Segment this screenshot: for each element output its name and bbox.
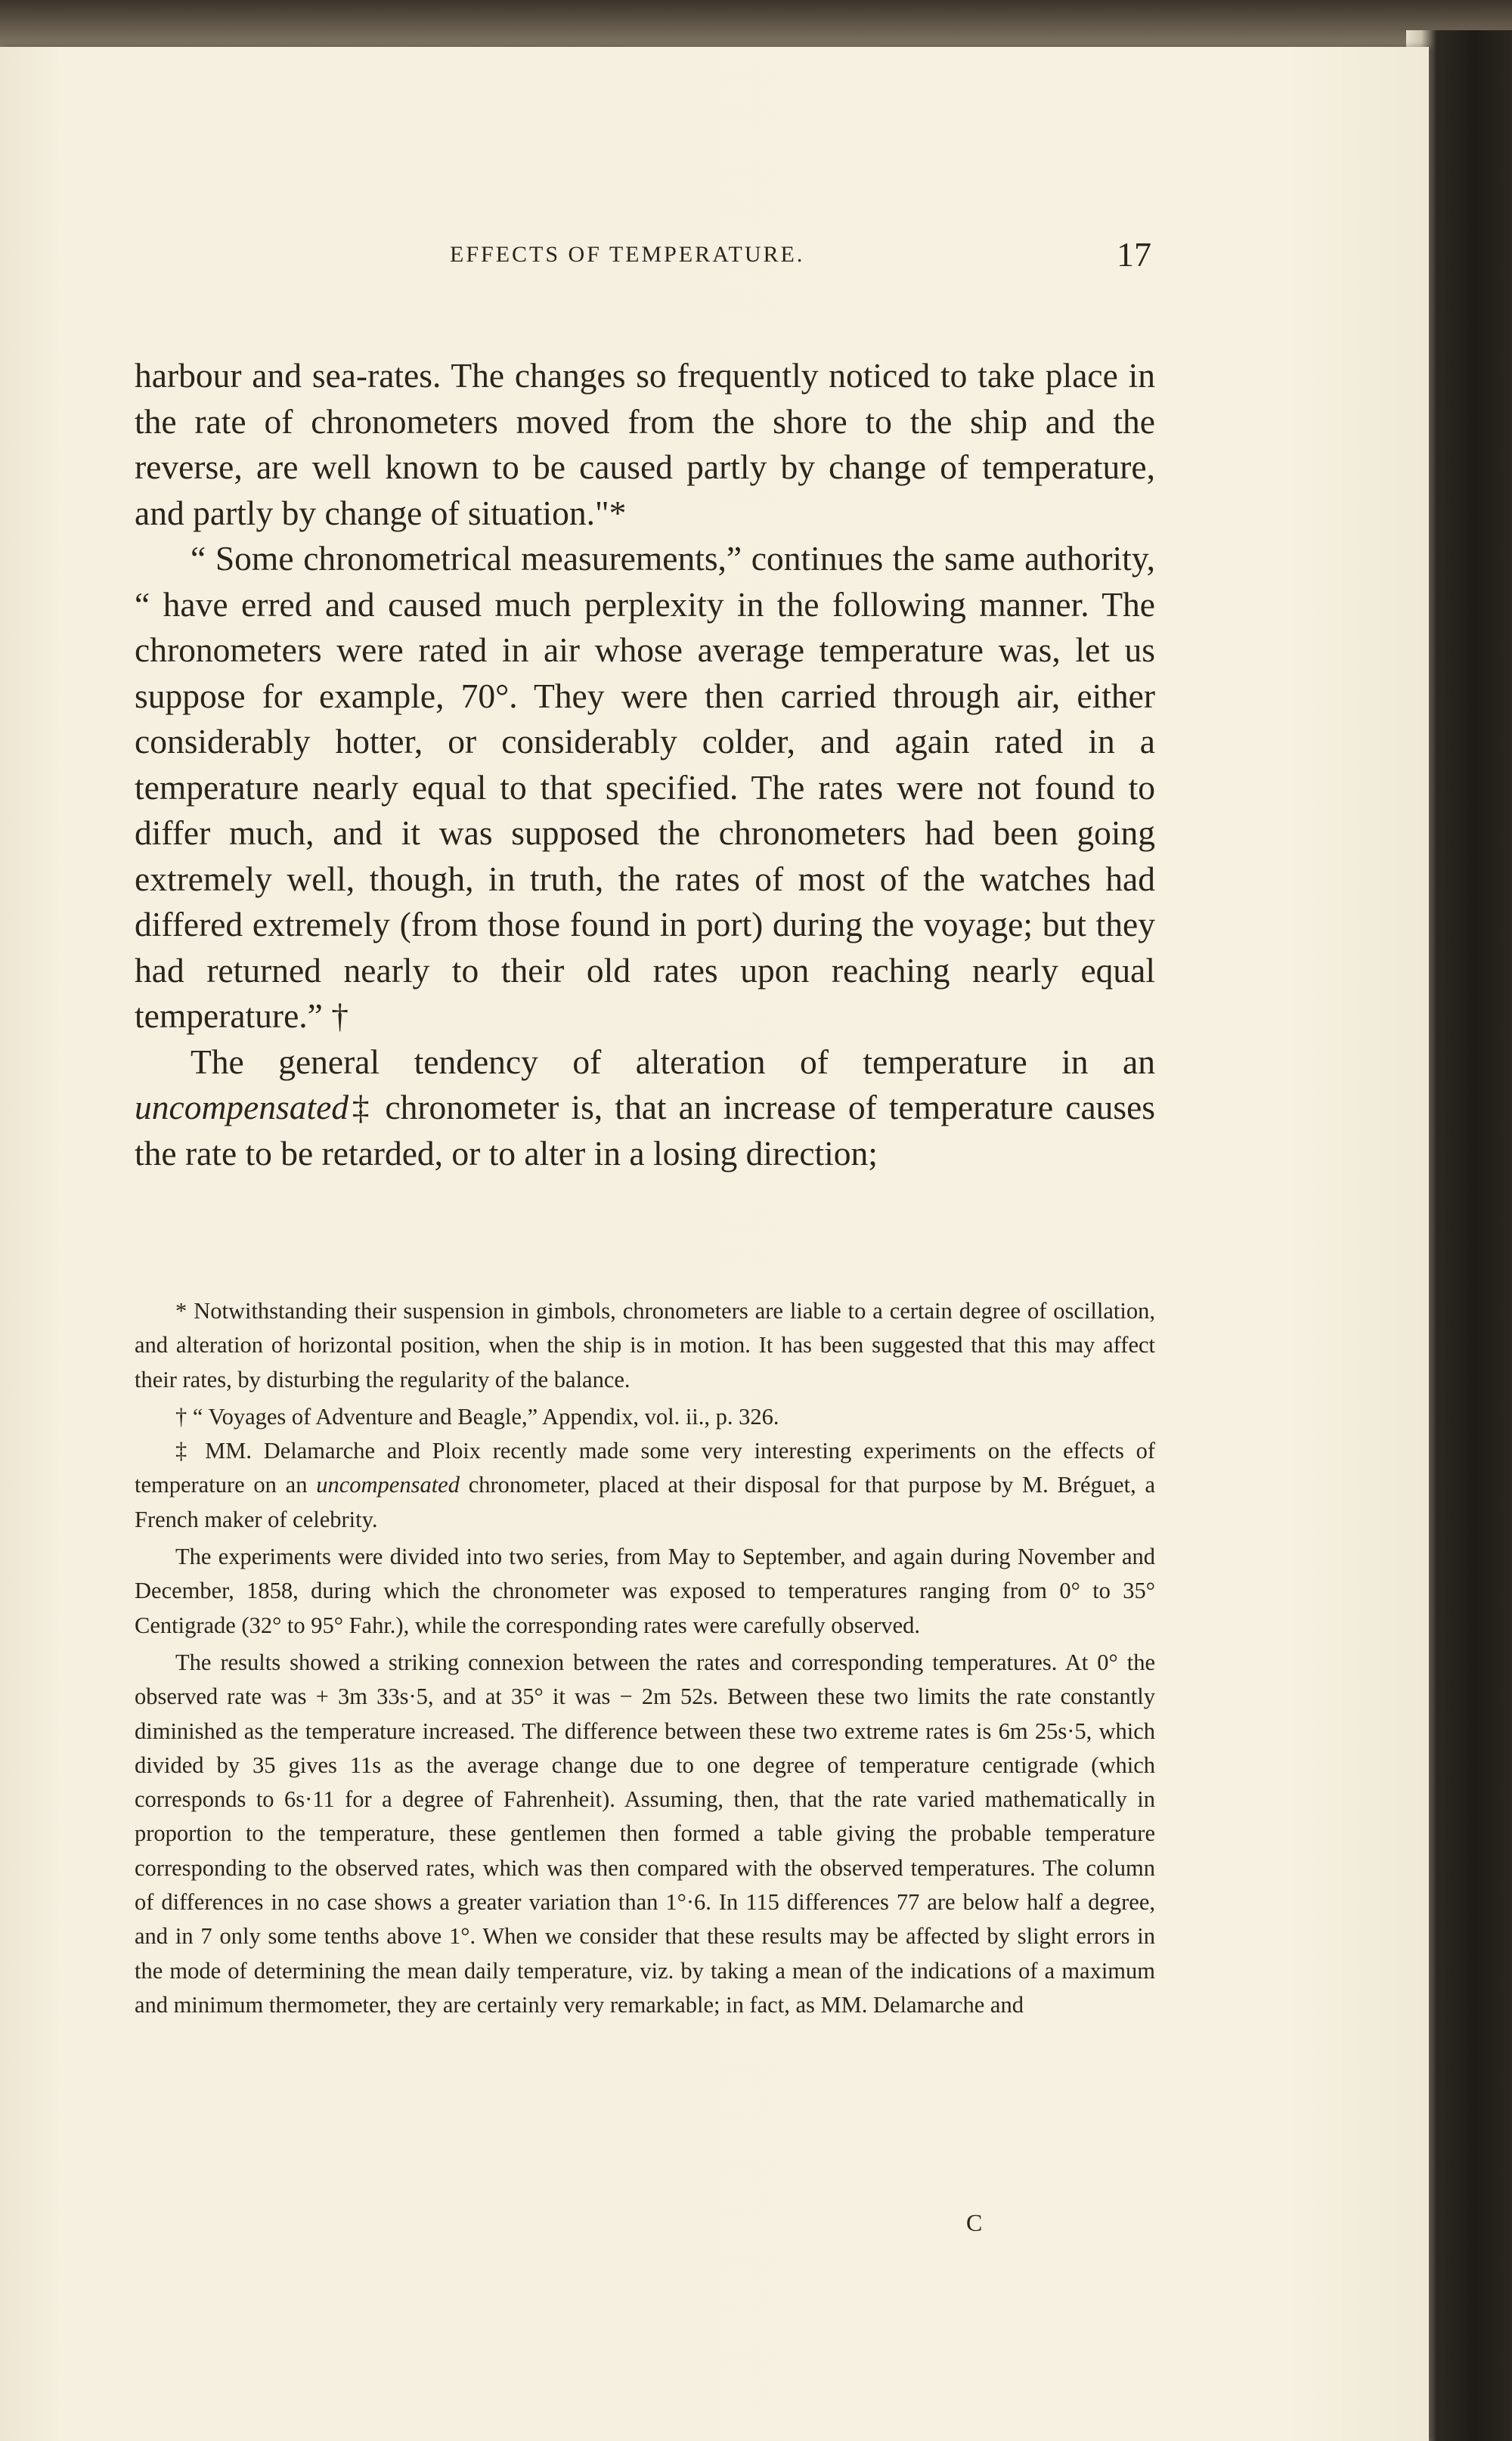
footnote-experiments: The experiments were divided into two series, from May to September, and again during November and December, 1858, during which the chronometer was exposed to temperatures ranging from 0° to 35° Centigrade (32° to 95° Fahr.), while the corresponding rates were carefully observed. [135,1544,1155,1638]
main-text [135,353,1155,1176]
book-page [0,47,1429,2441]
footnote-results: The results showed a striking connexion between the rates and corresponding temperatures. At 0° the observed rate was + 3m 33s·5, and at 35° it was − 2m 52s. Between these two limits the rate constantly diminished as the temperature increased. The difference between these two extreme rates is 6m 25s·5, which divided by 35 gives 11s as the average change due to one degree of temperature centigrade (which corresponds to 6s·11 for a degree of Fahrenheit). Assuming, then, that the rate varied mathematically in proportion to the temperature, these gentlemen then formed a table giving the probable temperature corresponding to the observed rates, which was then compared with the observed temperatures. The column of differences in no case shows a greater variation than 1°·6. In 115 differences 77 are below half a degree, and in 7 only some tenths above 1°. When we consider that these results may be affected by slight errors in the mode of determining the mean daily temperature, viz. by taking a mean of the indications of a maximum and minimum thermometer, they are certainly very remarkable; in fact, as MM. Delamarche and [135,1649,1155,2018]
paragraph-3-italic: uncompensated [135,1088,349,1126]
paragraph-3-end: chronometer is, that an increase of temperature causes the rate to be retarded, or to alter in a losing direction; [135,1088,1156,1172]
paragraph-3-start: The general tendency of alteration of temperature in an [191,1042,1155,1081]
paragraph-3 [135,1039,1155,1177]
paragraph-3-footnote-mark: ‡ [349,1088,373,1126]
signature-mark: C [966,2209,983,2236]
running-head [135,234,1155,280]
footnote-3-italic: uncompensated [316,1472,460,1498]
paragraph-1: harbour and sea-rates. The changes so frequently noticed to take place in the rate of chronometers moved from the shore to the ship and the reverse, are well known to be caused partly by change of temperature, and partly by change of situation."* [135,356,1155,532]
footnote-3-start: ‡ MM. Delamarche and Ploix recently made some very interesting experiments on the effects of temperature on an [135,1438,1155,1498]
footnotes [135,1294,1155,2022]
footnote-asterisk: * Notwithstanding their suspension in gimbols, chronometers are liable to a certain degree of oscillation, and alteration of horizontal position, when the ship is in motion. It has been suggested that this may affect their rates, by disturbing the regularity of the balance. [135,1298,1155,1392]
scan-background-top [0,0,1512,53]
footnote-3-end: chronometer, placed at their disposal for that purpose by M. Bréguet, a French maker of celebrity. [135,1472,1156,1532]
footnote-double-dagger [135,1434,1155,1537]
page-number: 17 [1117,235,1151,274]
paragraph-2: “ Some chronometrical measurements,” continues the same authority, “ have erred and caused much perplexity in the following manner. The chronometers were rated in air whose average temperature was, let us suppose for example, 70°. They were then carried through air, either considerably hotter, or considerably colder, and again rated in a temperature nearly equal to that specified. The rates were not found to differ much, and it was supposed the chronometers had been going extremely well, though, in truth, the rates of most of the watches had differed extremely (from those found in port) during the voyage; but they had returned nearly to their old rates upon reaching nearly equal temperature.” † [135,539,1155,1035]
running-title: EFFECTS OF TEMPERATURE. [450,242,805,267]
footnote-dagger: † “ Voyages of Adventure and Beagle,” Appendix, vol. ii., p. 326. [175,1403,779,1430]
